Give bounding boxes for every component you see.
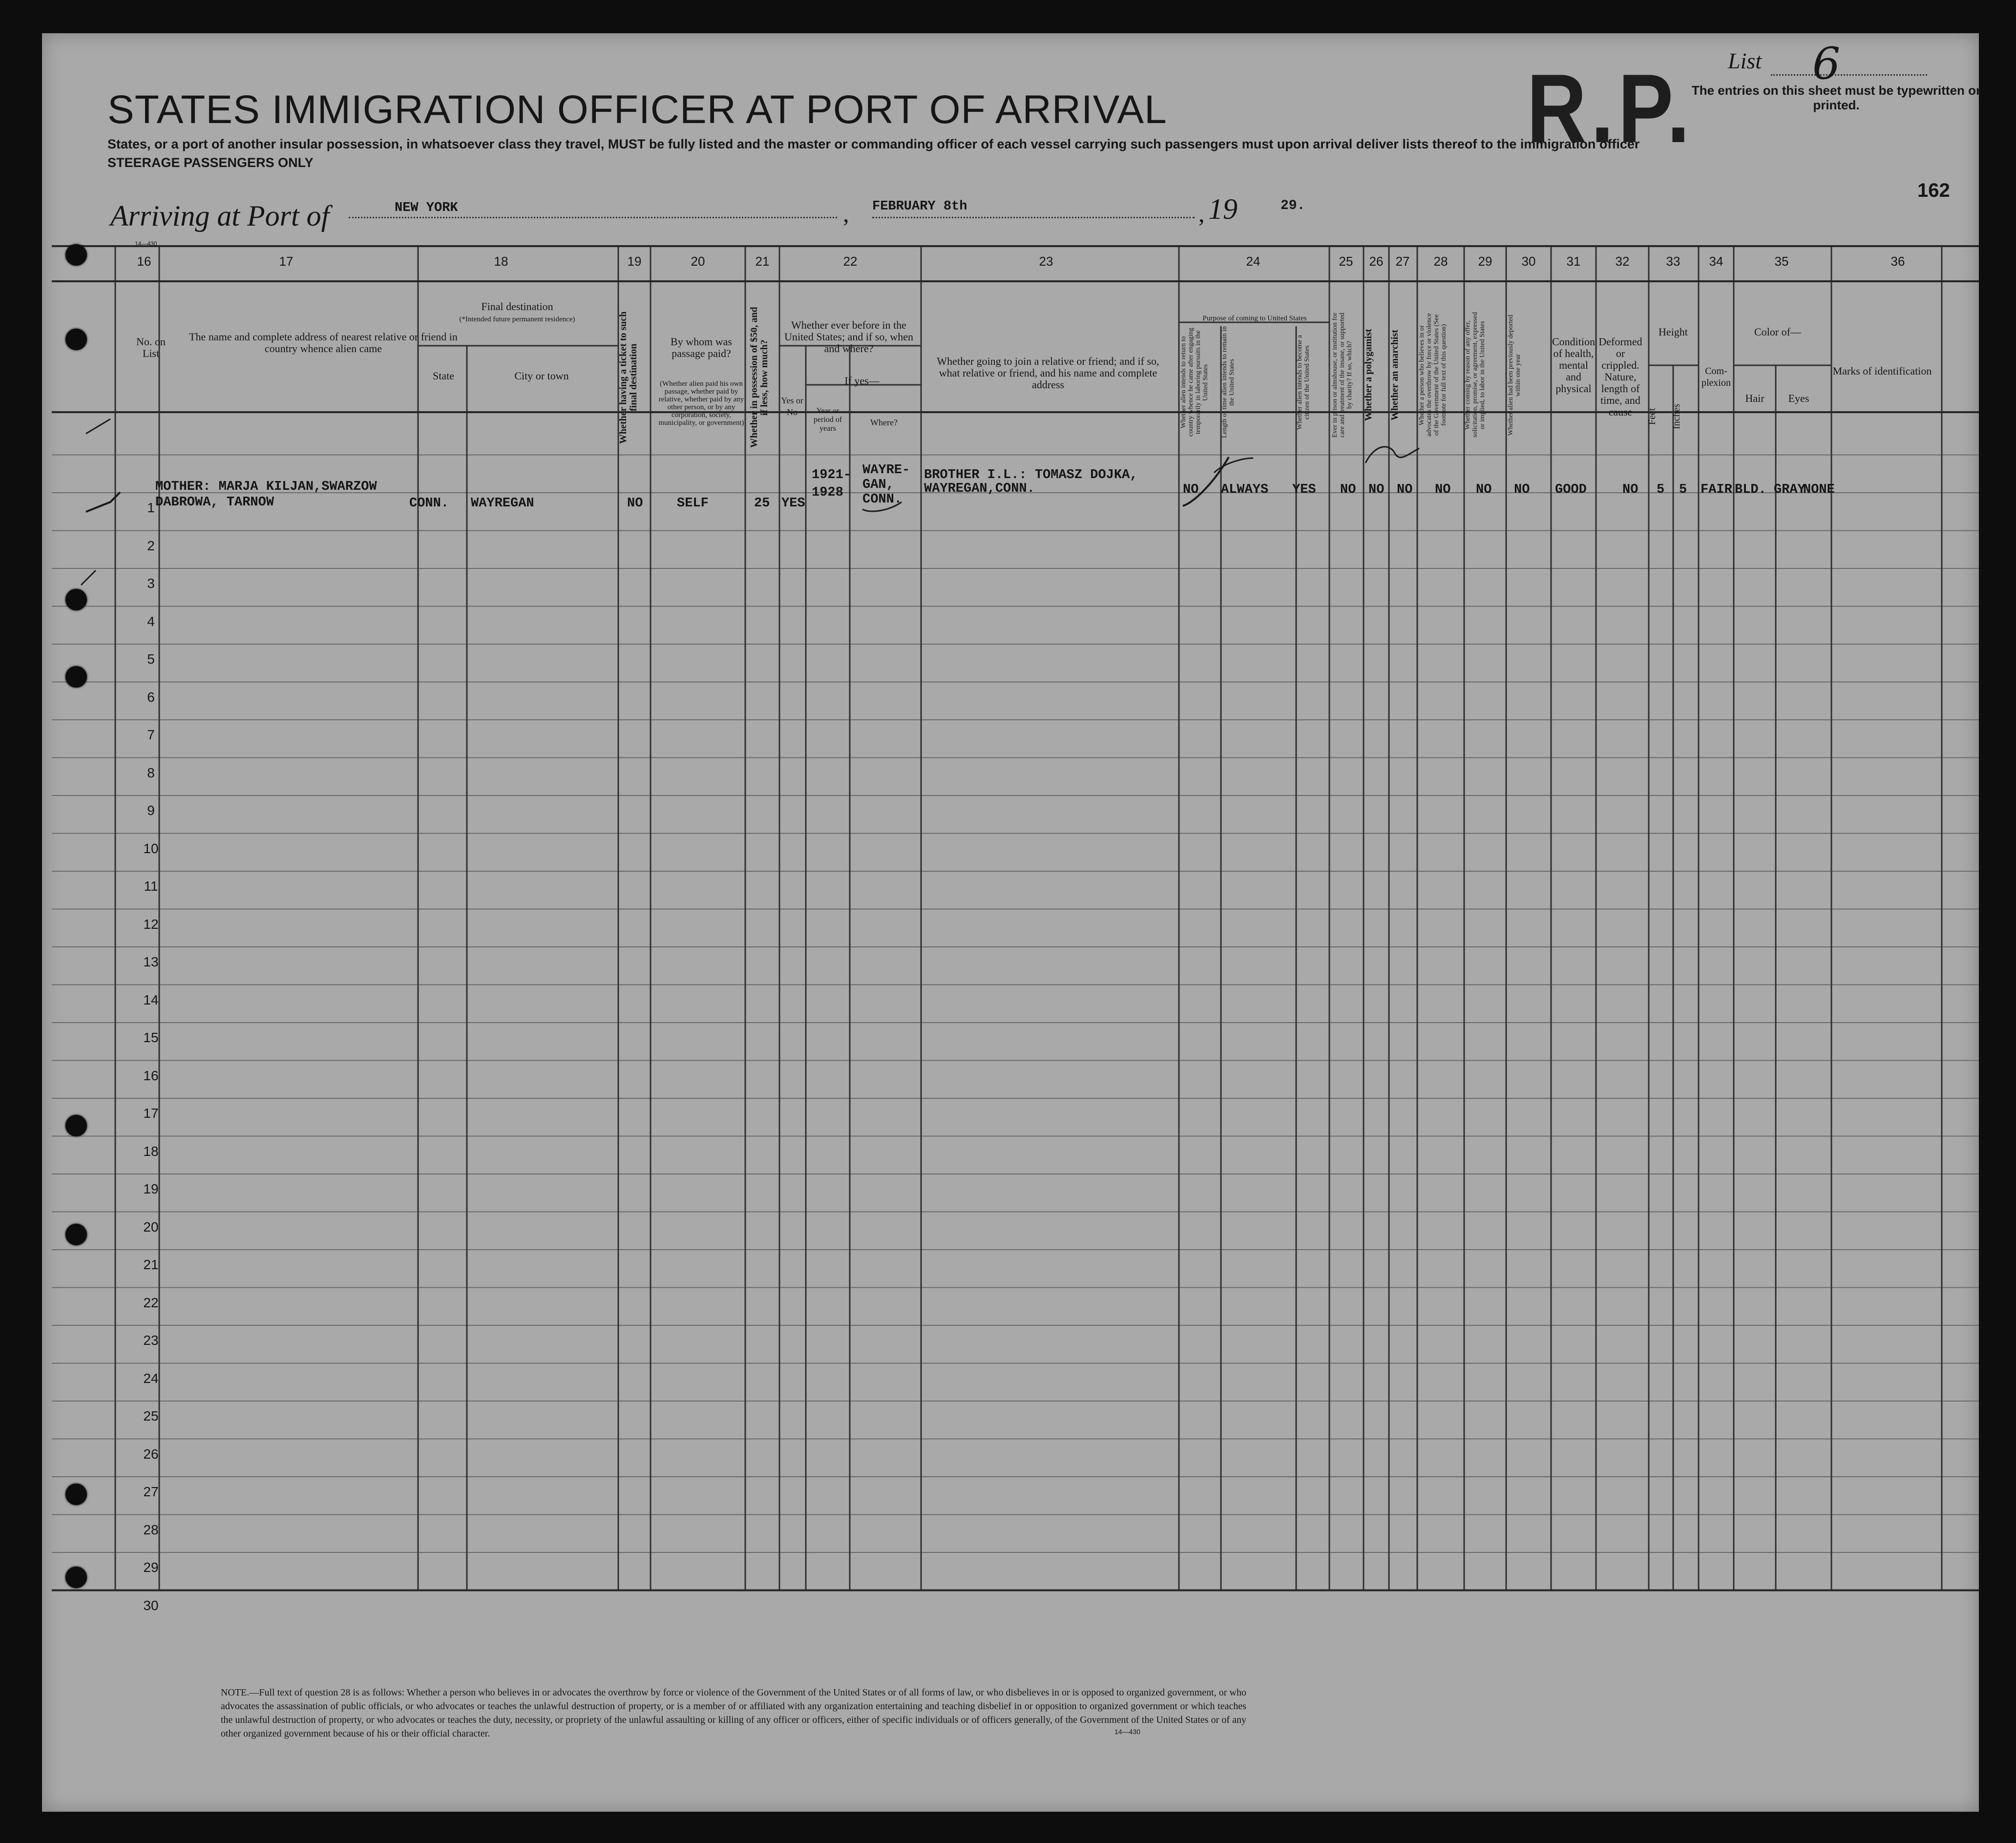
entry-passage: SELF bbox=[677, 496, 709, 511]
row-number: 7 bbox=[147, 727, 155, 742]
header-marks: Marks of identification bbox=[1832, 365, 1932, 377]
entry-anarchist: NO bbox=[1397, 482, 1413, 497]
row-number: 27 bbox=[143, 1484, 159, 1499]
column-number: 20 bbox=[691, 254, 705, 269]
entry-years-line2: 1928 bbox=[812, 485, 843, 500]
header-purpose-return: Whether alien intends to return to country whence he came after engaging temporarily in laboring pursuits in the United States bbox=[1180, 328, 1209, 437]
row-number: 26 bbox=[143, 1446, 159, 1462]
header-complexion: Com-plexion bbox=[1701, 366, 1731, 388]
entries-note: The entries on this sheet must be typewritten or printed. bbox=[1691, 83, 1981, 112]
entry-deported: NO bbox=[1514, 482, 1530, 497]
header-color-of: Color of— bbox=[1754, 326, 1801, 338]
row-number: 15 bbox=[143, 1030, 159, 1045]
form-code-top: 14—430 bbox=[135, 240, 157, 247]
entry-where-line3: CONN. bbox=[862, 492, 903, 507]
column-number: 27 bbox=[1395, 254, 1410, 269]
binder-hole bbox=[65, 1224, 87, 1245]
row-number: 28 bbox=[143, 1522, 159, 1537]
header-health: Condition of health, mental and physical bbox=[1552, 335, 1595, 395]
row-number: 3 bbox=[147, 576, 155, 591]
entry-where-line2: GAN, bbox=[862, 478, 894, 492]
entry-prison: NO bbox=[1340, 482, 1356, 497]
entry-state: CONN. bbox=[409, 496, 449, 511]
header-purpose: Purpose of coming to United States bbox=[1202, 314, 1307, 322]
row-number: 11 bbox=[144, 879, 158, 894]
form-code-bottom: 14—430 bbox=[1114, 1728, 1140, 1736]
date-value: FEBRUARY 8th bbox=[872, 199, 967, 214]
header-years: Year or period of years bbox=[813, 407, 842, 433]
list-number: 6 bbox=[1812, 38, 1841, 89]
entry-relative-line1: MOTHER: MARJA KILJAN,SWARZOW bbox=[155, 480, 377, 494]
column-number: 21 bbox=[755, 254, 770, 269]
entry-ticket: NO bbox=[627, 496, 643, 511]
header-where: Where? bbox=[870, 418, 898, 427]
port-value: NEW YORK bbox=[395, 201, 458, 215]
header-anarchist: Whether an anarchist bbox=[1389, 330, 1400, 420]
header-deformed: Deformed or crippled. Nature, length of time, and cause bbox=[1598, 335, 1642, 418]
binder-hole bbox=[65, 1567, 87, 1588]
binder-hole bbox=[65, 666, 87, 688]
column-number: 32 bbox=[1615, 254, 1630, 269]
entry-citizen: YES bbox=[1292, 482, 1316, 497]
row-number: 22 bbox=[143, 1295, 159, 1310]
header-eyes: Eyes bbox=[1788, 392, 1809, 404]
header-passage-paid: By whom was passage paid? bbox=[671, 335, 732, 359]
column-number: 36 bbox=[1890, 254, 1905, 269]
row-number: 8 bbox=[147, 765, 155, 780]
year-suffix: 29. bbox=[1281, 198, 1305, 213]
binder-hole bbox=[65, 329, 87, 350]
header-city: City or town bbox=[514, 370, 569, 382]
header-if-yes: If yes— bbox=[844, 375, 880, 387]
entry-inches: 5 bbox=[1679, 482, 1687, 497]
column-number: 17 bbox=[279, 254, 294, 269]
header-final-destination-note: (*Intended future permanent residence) bbox=[459, 315, 575, 323]
column-number: 33 bbox=[1666, 254, 1680, 269]
column-number: 23 bbox=[1039, 254, 1053, 269]
entry-joining-line2: WAYREGAN,CONN. bbox=[924, 482, 1035, 496]
column-number: 19 bbox=[627, 254, 642, 269]
column-number: 35 bbox=[1774, 254, 1789, 269]
header-inches: Inches bbox=[1671, 403, 1682, 430]
entry-deformed: NO bbox=[1622, 482, 1638, 497]
footnote: NOTE.—Full text of question 28 is as follows: Whether a person who believes in or advocates the overthrow by force or violence of the Government of the United States or of all forms of law, or who disbelieves in or is opposed to organized government, or who advocates the assassination of public officials, or who advocates or teaches the unlawful destruction of property, or is a member of or affiliated with any organization entertaining and teaching disbelief in or opposition to organized government or which teaches the unlawful destruction of property, or who advocates or teaches the duty, necessity, or propriety of the unlawful assaulting or killing of any officer or officers, either of specific individuals or of officers generally, of the Government of the United States or of any other organized government because of his or their official character. bbox=[221, 1687, 1246, 1739]
row-number: 14 bbox=[143, 992, 159, 1007]
header-height: Height bbox=[1659, 326, 1688, 338]
manifest-sheet: STATES IMMIGRATION OFFICER AT PORT OF ARRIVAL States, or a port of another insular possession, in whatsoever class they travel, MUST be fully listed and the master or commanding officer of each vessel carrying such passengers must upon arrival deliver lists thereof to the immigration officer STEERAGE PASSENGERS ONLY Arriving at Port of NEW YORK , FEBRUARY 8th , 19 29. R.P. List 6 The entries on this sheet must be typewritten or printed. 162 14—430 16 17 18 19 20 21 22 23 24 25 26 27 28 29 30 31 32 33 34 35 36 No. on List The name and complete address of nearest relative or friend in country whence alien came Final destination (*Intended future permanent residence) State City or town Whether having a ticket to such final destination By whom was passage paid? (Whether alien paid his own passage, whether paid by relative, whether paid by any other person, or by any corporation, society, municipality, or government) Whether in possession of $50, and if less, how much? Whether ever before in the United States; and if so, when and where? Yes or No If yes— Year or period of years Where? Whether going to join a relative or friend; and if so, what relative or friend, and his name and complete address Purpose of coming to United States Whether alien intends to return to country whence he came after engaging temporarily in laboring pursuits in the United States Length of time alien intends to remain in the United States Whether alien intends to become a citizen of the United States Ever in prison or almshouse, or institution for care and treatment of the insane, or supported by charity? If so, which? Whether a polygamist Whether an anarchist Whether a person who believes in or advocates the overthrow by force or violence of the Government of the United States (See footnote for full text of this question) Whether coming by reason of any offer, solicitation, promise, or agreement, expressed or implied, to labor in the United States Whether alien had been previously deported within one year Condition of health, mental and physical Deformed or crippled. Nature, length of time, and cause Height Feet Inches Com-plexion Color of— Hair Eyes Marks of identification 1 2 3 4 5 6 7 8 9 10 11 12 13 14 15 16 17 18 19 20 21 22 23 24 25 26 27 28 29 30 MOTHER: MARJA KILJAN,SWARZOW DABROWA, TARNOW CONN. WAYREGAN NO SELF 25 YES 1921- 1928 WAYRE- GAN, CONN. BROTHER I.L.: TOMASZ DOJKA, WAYREGAN,CONN. NO ALWAYS YES NO NO NO NO NO NO GOOD NO 5 5 FAIR BLD. GRAY NONE NOTE.—Full text of question 28 is as follows: Whether a person who believes in or advocates the overthrow by force or violence of the Government of the United States or of all forms of law, or who disbelieves in or is opposed to organized government, or who advocates the assassination of public officials, or who advocates or teaches the unlawful destruction of property, or is a member of or affiliated with any organization entertaining and teaching disbelief in or opposition to organized government or which teaches the unlawful destruction of property, or who advocates or teaches the duty, necessity, or propriety of the unlawful assaulting or killing of any officer or officers, either of specific individuals or of officers generally, of the Government of the United States or of any other organized government because of his or their official character. 14—430 bbox=[42, 33, 1979, 1812]
entry-feet: 5 bbox=[1657, 482, 1665, 497]
sheet-number: 162 bbox=[1917, 180, 1950, 201]
rp-stamp: R.P. bbox=[1527, 54, 1694, 163]
column-number: 18 bbox=[494, 254, 508, 269]
entry-marks: NONE bbox=[1803, 482, 1835, 497]
row-number: 24 bbox=[143, 1370, 159, 1386]
instructions-text: States, or a port of another insular possession, in whatsoever class they travel, MUST be fully listed and the master or commanding officer of each vessel carrying such passengers must upon arrival deliver lists thereof to the immigration officer bbox=[107, 137, 1640, 151]
column-number: 24 bbox=[1246, 254, 1260, 269]
column-number: 25 bbox=[1339, 254, 1353, 269]
column-number: 31 bbox=[1566, 254, 1581, 269]
entry-ever-before: YES bbox=[781, 496, 805, 511]
entry-complexion: FAIR bbox=[1701, 482, 1732, 497]
row-number: 4 bbox=[147, 613, 155, 629]
row-number: 25 bbox=[143, 1408, 159, 1424]
header-contract: Whether coming by reason of any offer, solicitation, promise, or agreement, expressed or implied, to labor in the United States bbox=[1464, 312, 1486, 438]
column-number: 26 bbox=[1369, 254, 1384, 269]
entry-purpose-return: NO bbox=[1183, 482, 1199, 497]
row-number: 6 bbox=[147, 689, 155, 705]
header-deported: Whether alien had been previously deported within one year bbox=[1507, 314, 1522, 436]
entry-joining-line1: BROTHER I.L.: TOMASZ DOJKA, bbox=[924, 468, 1138, 482]
column-number: 22 bbox=[843, 254, 858, 269]
binder-hole bbox=[65, 1484, 87, 1505]
row-number: 19 bbox=[143, 1181, 159, 1196]
column-number: 28 bbox=[1433, 254, 1448, 269]
row-number: 1 bbox=[147, 500, 155, 515]
header-yes-no: Yes or No bbox=[781, 396, 803, 417]
entry-overthrow: NO bbox=[1435, 482, 1451, 497]
row-number: 29 bbox=[143, 1560, 159, 1575]
header-citizen: Whether alien intends to become a citizen of the United States bbox=[1296, 335, 1311, 430]
header-hair: Hair bbox=[1745, 392, 1764, 404]
column-number: 34 bbox=[1709, 254, 1723, 269]
entry-length-of-stay: ALWAYS bbox=[1221, 482, 1269, 497]
entry-health: GOOD bbox=[1555, 482, 1587, 497]
row-number: 17 bbox=[143, 1106, 159, 1121]
entry-contract: NO bbox=[1476, 482, 1492, 497]
header-nearest-relative: The name and complete address of nearest relative or friend in country whence alien came bbox=[189, 331, 458, 355]
row-number: 2 bbox=[147, 538, 155, 553]
header-prison: Ever in prison or almshouse, or institution for care and treatment of the insane, or supported by charity? If so, which? bbox=[1331, 313, 1353, 438]
row-number: 21 bbox=[143, 1257, 159, 1272]
entry-relative-line2: DABROWA, TARNOW bbox=[155, 495, 274, 510]
binder-hole bbox=[65, 1115, 87, 1136]
header-ever-before: Whether ever before in the United States; and if so, when and where? bbox=[784, 319, 913, 355]
row-number: 13 bbox=[143, 954, 159, 969]
binder-hole bbox=[65, 244, 87, 266]
header-overthrow: Whether a person who believes in or advocates the overthrow by force or violence of the Government of the United States (See footnote for full text of this question) bbox=[1418, 313, 1448, 437]
row-number: 10 bbox=[143, 840, 159, 856]
header-length-of-stay: Length of time alien intends to remain in the United States bbox=[1221, 326, 1236, 439]
header-ticket: Whether having a ticket to such final destination bbox=[618, 311, 639, 444]
column-number: 29 bbox=[1478, 254, 1492, 269]
list-label: List bbox=[1728, 48, 1762, 73]
column-number: 16 bbox=[137, 254, 151, 269]
entry-city: WAYREGAN bbox=[471, 496, 534, 511]
arriving-label: Arriving at Port of bbox=[110, 200, 330, 232]
binder-hole bbox=[65, 589, 87, 610]
row-number: 9 bbox=[147, 803, 155, 818]
row-number: 20 bbox=[143, 1219, 159, 1235]
header-feet: Feet bbox=[1647, 408, 1658, 425]
header-no-on-list: No. on List bbox=[136, 335, 166, 359]
row-number: 23 bbox=[143, 1333, 159, 1348]
class-note: STEERAGE PASSENGERS ONLY bbox=[107, 155, 314, 170]
entry-where-line1: WAYRE- bbox=[862, 463, 910, 478]
entry-years-line1: 1921- bbox=[812, 468, 852, 482]
check-marks bbox=[42, 33, 1979, 1812]
year-prefix: 19 bbox=[1208, 193, 1238, 225]
header-final-destination: Final destination bbox=[481, 300, 553, 313]
entry-money: 25 bbox=[754, 496, 770, 511]
entry-hair: BLD. bbox=[1735, 482, 1766, 497]
header-polygamist: Whether a polygamist bbox=[1363, 329, 1374, 421]
header-passage-note: (Whether alien paid his own passage, whether paid by relative, whether paid by any other person, or by any corporation, society, municipality, or government) bbox=[658, 380, 744, 427]
row-number: 18 bbox=[143, 1143, 159, 1159]
entry-eyes: GRAY bbox=[1774, 482, 1806, 497]
entry-polygamist: NO bbox=[1368, 482, 1385, 497]
page-title: STATES IMMIGRATION OFFICER AT PORT OF ARRIVAL bbox=[107, 87, 1167, 132]
header-money: Whether in possession of $50, and if less, how much? bbox=[749, 307, 770, 448]
row-number: 5 bbox=[147, 651, 155, 667]
header-state: State bbox=[433, 370, 454, 382]
row-number: 12 bbox=[143, 916, 159, 932]
header-joining: Whether going to join a relative or friend; and if so, what relative or friend, and his name and complete address bbox=[937, 355, 1159, 391]
row-number: 30 bbox=[143, 1597, 159, 1613]
row-number: 16 bbox=[143, 1068, 159, 1083]
column-number: 30 bbox=[1521, 254, 1536, 269]
